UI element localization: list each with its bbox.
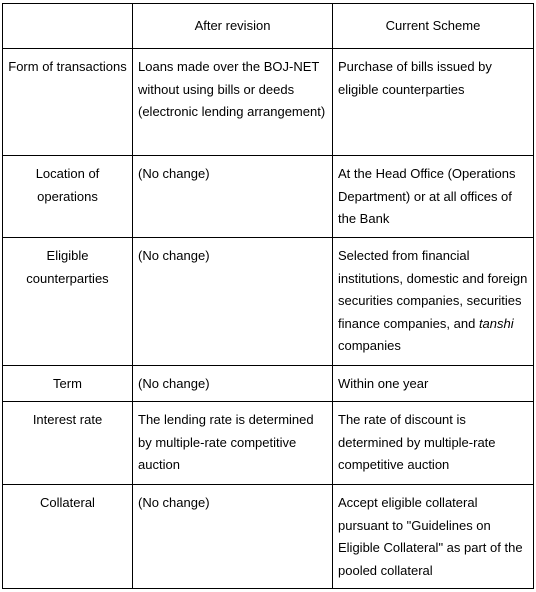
header-row	[3, 4, 534, 49]
after-revision-cell: (No change)	[133, 366, 333, 402]
current-scheme-cell: Purchase of bills issued by eligible counterparties	[333, 49, 534, 156]
current-scheme-cell: The rate of discount is determined by multiple-rate competitive auction	[333, 402, 534, 485]
table-row	[3, 402, 534, 485]
current-scheme-cell: At the Head Office (Operations Department) or at all offices of the Bank	[333, 156, 534, 238]
header-cell-current-scheme: Current Scheme	[333, 4, 534, 49]
row-label: Eligible counterparties	[3, 238, 133, 366]
row-label: Form of transactions	[3, 49, 133, 156]
current-scheme-text-end: companies	[338, 338, 401, 353]
row-label: Interest rate	[3, 402, 133, 485]
after-revision-cell: (No change)	[133, 156, 333, 238]
tanshi-italic-term: tanshi	[478, 315, 514, 331]
current-scheme-cell: Within one year	[333, 366, 534, 402]
table-row	[3, 238, 534, 366]
after-revision-cell: (No change)	[133, 485, 333, 589]
header-cell-after-revision: After revision	[133, 4, 333, 49]
row-label: Term	[3, 366, 133, 402]
comparison-table	[2, 3, 534, 589]
table-row	[3, 485, 534, 589]
table-row	[3, 366, 534, 402]
current-scheme-cell: Accept eligible collateral pursuant to "Guidelines on Eligible Collateral" as part of the pooled collateral	[333, 485, 534, 589]
current-scheme-cell	[333, 238, 534, 366]
after-revision-cell: Loans made over the BOJ-NET without using bills or deeds (electronic lending arrangement)	[133, 49, 333, 156]
header-cell-blank	[3, 4, 133, 49]
row-label: Collateral	[3, 485, 133, 589]
table-row	[3, 49, 534, 156]
table-row	[3, 156, 534, 238]
current-scheme-text: Selected from financial institutions, domestic and foreign securities companies, securities finance companies, and	[338, 248, 528, 331]
row-label: Location of operations	[3, 156, 133, 238]
after-revision-cell: (No change)	[133, 238, 333, 366]
after-revision-cell: The lending rate is determined by multiple-rate competitive auction	[133, 402, 333, 485]
